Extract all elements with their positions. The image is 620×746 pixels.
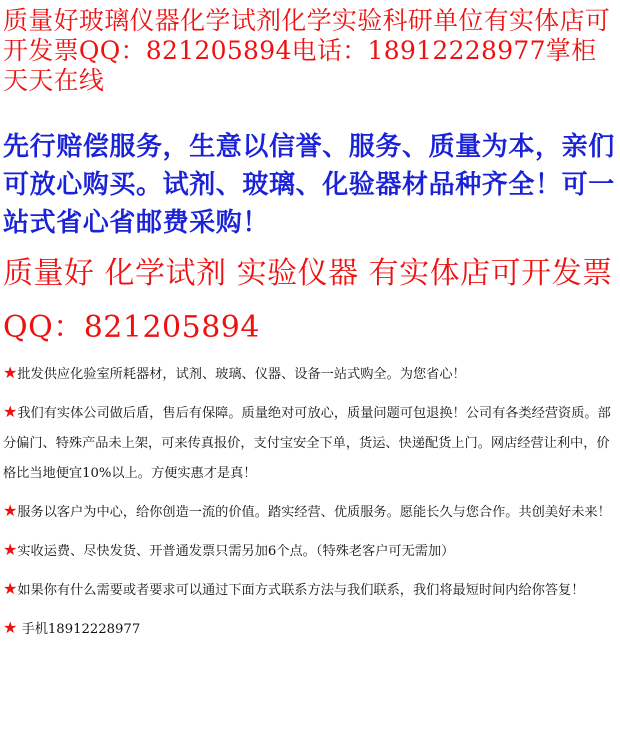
note-text: 如果你有什么需要或者要求可以通过下面方式联系方法与我们联系，我们将最短时间内给你答复！ bbox=[17, 583, 585, 598]
red-star-icon: ★ bbox=[3, 579, 18, 598]
note-text: 我们有实体公司做后盾，售后有保障。质量绝对可放心，质量问题可包退换！公司有各类经营资质。部分偏门、特殊产品未上架，可来传真报价，支付宝安全下单，货运、快递配货上门。网店经营让利中，价格比当地便宜10%以上。方便实惠才是真！ bbox=[3, 406, 611, 481]
service-notes bbox=[3, 358, 613, 652]
note-text: 服务以客户为中心，给你创造一流的价值。踏实经营、优质服务。愿能长久与您合作。共创美好未来！ bbox=[17, 505, 611, 520]
red-star-icon: ★ bbox=[3, 501, 18, 520]
red-star-icon: ★ bbox=[3, 402, 18, 421]
note-paragraph bbox=[3, 358, 613, 390]
note-paragraph bbox=[3, 613, 613, 645]
red-star-icon: ★ bbox=[3, 363, 18, 382]
headline-red-top: 质量好玻璃仪器化学试剂化学实验科研单位有实体店可开发票QQ：821205894电话：18912228977掌柜天天在线 bbox=[3, 6, 611, 95]
note-text: 实收运费、尽快发货、开普通发票只需另加6个点。（特殊老客户可无需加） bbox=[17, 544, 455, 559]
note-paragraph bbox=[3, 496, 613, 528]
note-text: 批发供应化验室所耗器材，试剂、玻璃、仪器、设备一站式购全。为您省心！ bbox=[17, 367, 466, 382]
red-star-icon: ★ bbox=[3, 618, 18, 637]
headline-red-large: 质量好 化学试剂 实验仪器 有实体店可开发票QQ：821205894 bbox=[3, 256, 613, 345]
note-paragraph bbox=[3, 574, 613, 606]
red-star-icon: ★ bbox=[3, 540, 18, 559]
note-paragraph bbox=[3, 397, 613, 489]
headline-blue-bold: 先行赔偿服务，生意以信誉、服务、质量为本，亲们可放心购买。试剂、玻璃、化验器材品种齐全！可一站式省心省邮费采购！ bbox=[3, 132, 615, 238]
note-paragraph bbox=[3, 535, 613, 567]
phone-text: 手机18912228977 bbox=[17, 622, 141, 637]
